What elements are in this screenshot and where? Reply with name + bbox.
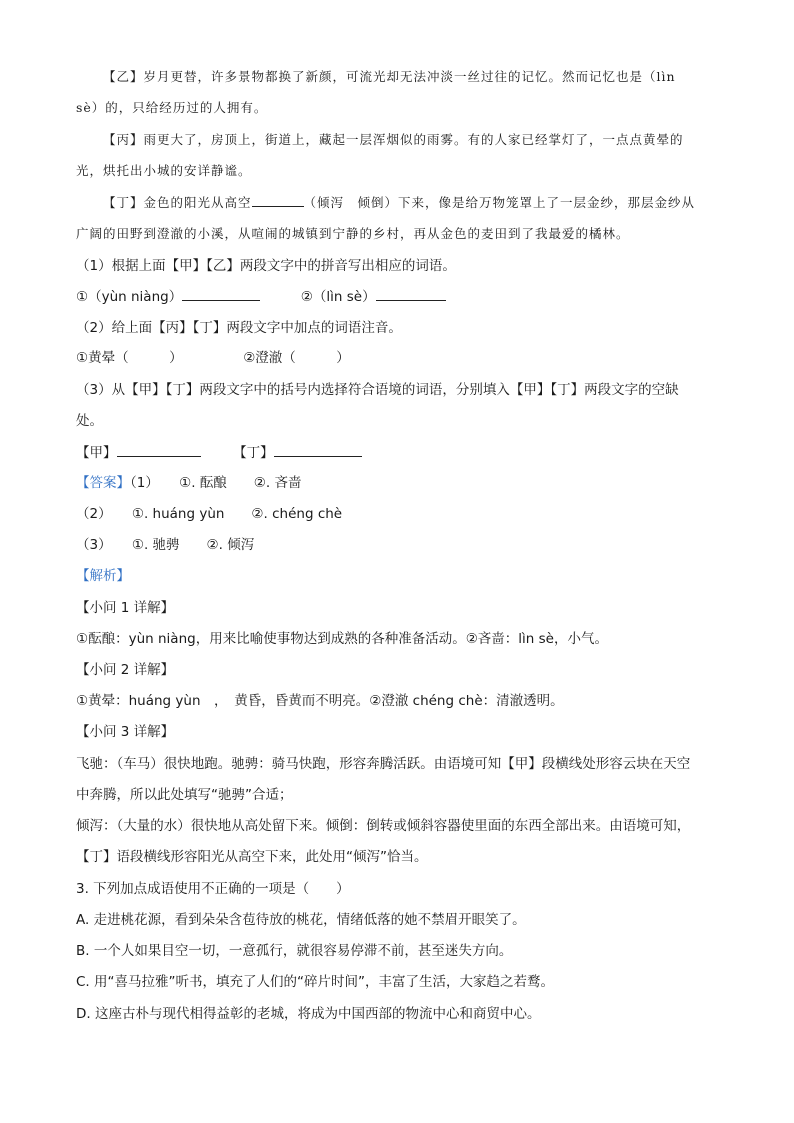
q3-blank-jia <box>117 444 201 457</box>
question3-stem: 3. 下列加点成语使用不正确的一项是（ ） <box>76 881 350 897</box>
passage-bing-line2: 光，烘托出小城的安详静谧。 <box>76 163 252 178</box>
passage-yi-line2: sè）的，只给经历过的人拥有。 <box>76 100 268 115</box>
q3-label-ding: 【丁】 <box>233 445 274 461</box>
answer-row1-text: （1） ①. 酝酿 ②. 吝啬 <box>130 475 302 491</box>
question3-option-c: C. 用“喜马拉雅”听书，填充了人们的“碎片时间”，丰富了生活，大家趋之若鹜。 <box>76 974 554 990</box>
answer-row-2: （2） ①. huáng yùn ②. chéng chè <box>76 506 343 522</box>
q1-blank-a <box>182 288 260 301</box>
q2-item-b: ②澄澈（ ） <box>243 350 350 366</box>
ding-blank <box>252 194 304 207</box>
answer-label: 【答案】 <box>76 475 130 491</box>
q3-label-jia: 【甲】 <box>76 445 117 461</box>
question3-option-d: D. 这座古朴与现代相得益彰的老城，将成为中国西部的物流中心和商贸中心。 <box>76 1006 541 1022</box>
analysis-sub3-line3: 倾泻：（大量的水）很快地从高处留下来。倾倒：倒转或倾斜容器使里面的东西全部出来。由语境可知， <box>76 818 691 834</box>
analysis-sub2-text: ①黄晕：huáng yùn ， 黄昏，昏黄而不明亮。②澄澈 chéng chè：清澈透明。 <box>76 693 564 709</box>
passage-bing-line1: 【丙】雨更大了，房顶上，街道上，藏起一层浑烟似的雨雾。有的人家已经掌灯了，一点点黄晕的 <box>103 132 684 147</box>
analysis-sub1-heading: 【小问 1 详解】 <box>76 600 175 616</box>
question-3-line1: （3）从【甲】【丁】两段文字中的括号内选择符合语境的词语，分别填入【甲】【丁】两段文字的空缺 <box>76 382 679 398</box>
analysis-sub3-line2: 中奔腾，所以此处填写“驰骋”合适； <box>76 787 293 803</box>
question-2-blanks <box>76 348 720 368</box>
analysis-sub2-heading: 【小问 2 详解】 <box>76 662 175 678</box>
question-1-blanks <box>76 287 720 307</box>
q1-blank-b <box>376 288 446 301</box>
passage-ding-text-a: 【丁】金色的阳光从高空 <box>103 195 252 210</box>
analysis-sub3-heading: 【小问 3 详解】 <box>76 724 175 740</box>
answer-row-3: （3） ①. 驰骋 ②. 倾泻 <box>76 537 255 553</box>
question-3-blanks <box>76 443 720 463</box>
passage-ding-line2: 广阔的田野到澄澈的小溪，从喧闹的城镇到宁静的乡村，再从金色的麦田到了我最爱的橘林。 <box>76 226 630 241</box>
passage-yi-line1: 【乙】岁月更替，许多景物都换了新颜，可流光却无法冲淡一丝过往的记忆。然而记忆也是（lìn <box>103 69 676 84</box>
passage-ding-text-b: （倾泻 倾倒）下来，像是给万物笼罩上了一层金纱，那层金纱从 <box>303 195 696 210</box>
analysis-sub1-text: ①酝酿：yùn niàng，用来比喻使事物达到成熟的各种准备活动。②吝啬：lìn sè，小气。 <box>76 631 608 647</box>
q2-item-a: ①黄晕（ ） <box>76 350 183 366</box>
q3-blank-ding <box>274 444 362 457</box>
analysis-label: 【解析】 <box>76 568 130 584</box>
question-2: （2）给上面【丙】【丁】两段文字中加点的词语注音。 <box>76 320 402 336</box>
question-3-line2: 处。 <box>76 413 103 429</box>
q1-item-b: ②（lìn sè） <box>300 289 376 305</box>
answer-row-1 <box>76 473 720 493</box>
passage-ding-line1 <box>103 193 720 213</box>
q1-item-a: ①（yùn niàng） <box>76 289 183 305</box>
analysis-sub3-line4: 【丁】语段横线形容阳光从高空下来，此处用“倾泻”恰当。 <box>76 849 428 865</box>
question3-option-a: A. 走进桃花源，看到朵朵含苞待放的桃花，情绪低落的她不禁眉开眼笑了。 <box>76 912 526 928</box>
question-1: （1）根据上面【甲】【乙】两段文字中的拼音写出相应的词语。 <box>76 258 456 274</box>
question3-option-b: B. 一个人如果目空一切，一意孤行，就很容易停滞不前，甚至迷失方向。 <box>76 943 513 959</box>
analysis-sub3-line1: 飞驰：（车马）很快地跑。驰骋：骑马快跑，形容奔腾活跃。由语境可知【甲】段横线处形容云块在天空 <box>76 756 691 772</box>
